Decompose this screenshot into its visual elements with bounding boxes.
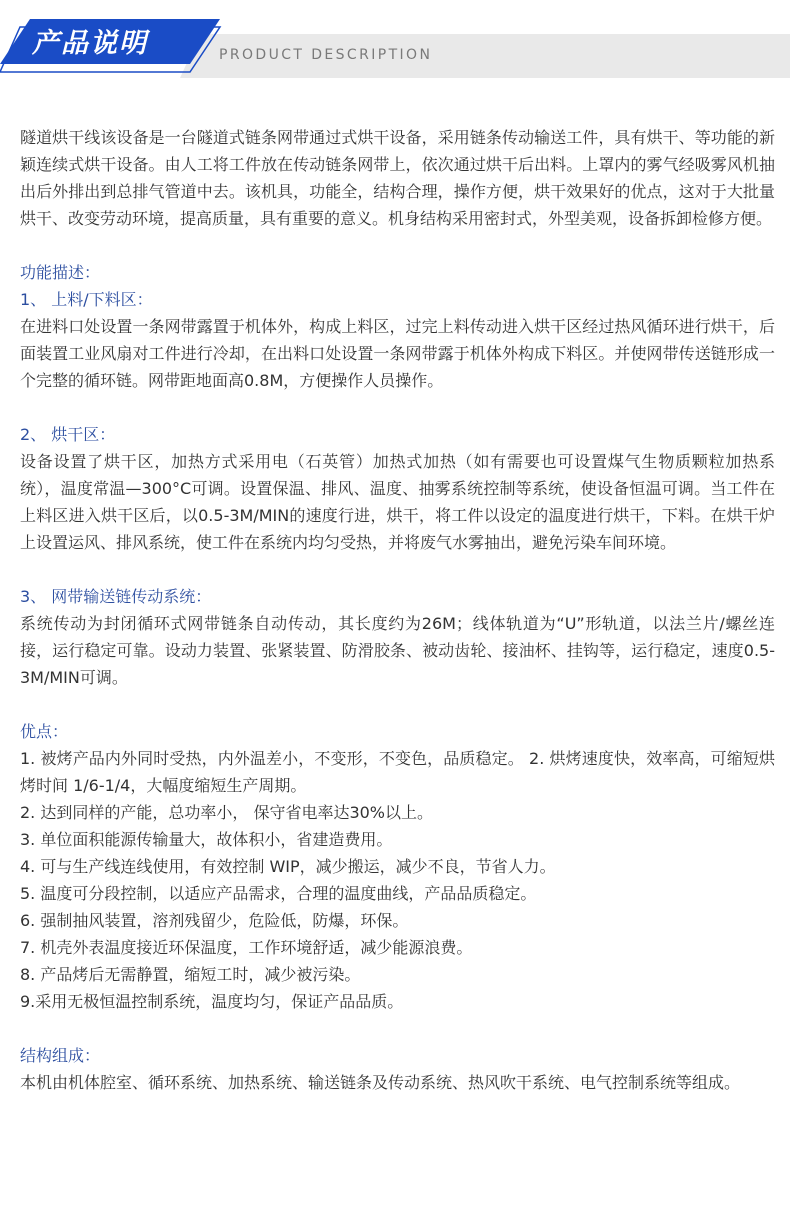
description-content	[20, 124, 775, 1096]
advantage-item: 4. 可与生产线连线使用，有效控制 WIP，减少搬运，减少不良，节省人力。	[20, 857, 556, 876]
advantage-item: 5. 温度可分段控制，以适应产品需求，合理的温度曲线，产品品质稳定。	[20, 884, 537, 903]
advantages-heading: 优点：	[20, 722, 69, 741]
advantage-item: 9.采用无极恒温控制系统，温度均匀，保证产品品质。	[20, 992, 404, 1011]
structure-heading: 结构组成：	[20, 1046, 101, 1065]
advantage-item: 2. 达到同样的产能，总功率小， 保守省电率达30%以上。	[20, 803, 434, 822]
intro-paragraph: 隧道烘干线该设备是一台隧道式链条网带通过式烘干设备，采用链条传动输送工件，具有烘干、等功能的新颖连续式烘干设备。由人工将工件放在传动链条网带上，依次通过烘干后出料。上罩内的雾气经吸雾风机抽出后外排出到总排气管道中去。该机具，功能全，结构合理，操作方便，烘干效果好的优点，这对于大批量烘干、改变劳动环境，提高质量，具有重要的意义。机身结构采用密封式，外型美观，设备拆卸检修方便。	[20, 128, 775, 228]
advantage-item: 3. 单位面积能源传输量大，故体积小，省建造费用。	[20, 830, 393, 849]
advantage-item: 8. 产品烤后无需静置，缩短工时，减少被污染。	[20, 965, 361, 984]
page-title: 产品说明	[32, 28, 148, 59]
page-subtitle: PRODUCT DESCRIPTION	[219, 47, 433, 63]
section-3-heading: 3、 网带输送链传动系统：	[20, 587, 212, 606]
structure-text: 本机由机体腔室、循环系统、加热系统、输送链条及传动系统、热风吹干系统、电气控制系统等组成。	[20, 1073, 741, 1092]
section-header	[0, 0, 790, 100]
advantage-item: 7. 机壳外表温度接近环保温度，工作环境舒适，减少能源浪费。	[20, 938, 473, 957]
advantage-item: 6. 强制抽风装置，溶剂残留少，危险低，防爆，环保。	[20, 911, 409, 930]
advantage-item: 1. 被烤产品内外同时受热，内外温差小，不变形，不变色，品质稳定。 2. 烘烤速度快，效率高，可缩短烘烤时间 1/6-1/4，大幅度缩短生产周期。	[20, 749, 775, 795]
section-2-text: 设备设置了烘干区，加热方式采用电（石英管）加热式加热（如有需要也可设置煤气生物质颗粒加热系统），温度常温—300°C可调。设置保温、排风、温度、抽雾系统控制等系统，使设备恒温可调。当工件在上料区进入烘干区后，以0.5-3M/MIN的速度行进，烘干，将工件以设定的温度进行烘干，下料。在烘干炉上设置运风、排风系统，使工件在系统内均匀受热，并将废气水雾抽出，避免污染车间环境。	[20, 452, 775, 552]
section-1-text: 在进料口处设置一条网带露置于机体外，构成上料区，过完上料传动进入烘干区经过热风循环进行烘干，后面装置工业风扇对工件进行冷却，在出料口处设置一条网带露于机体外构成下料区。并使网带传送链形成一个完整的循环链。网带距地面高0.8M，方便操作人员操作。	[20, 317, 775, 390]
section-3-text: 系统传动为封闭循环式网带链条自动传动，其长度约为26M；线体轨道为“U”形轨道，以法兰片/螺丝连接，运行稳定可靠。设动力装置、张紧装置、防滑胶条、被动齿轮、接油杯、挂钩等，运行稳定，速度0.5-3M/MIN可调。	[20, 614, 775, 687]
function-heading: 功能描述：	[20, 263, 101, 282]
section-1-heading: 1、 上料/下料区：	[20, 290, 153, 309]
section-2-heading: 2、 烘干区：	[20, 425, 116, 444]
